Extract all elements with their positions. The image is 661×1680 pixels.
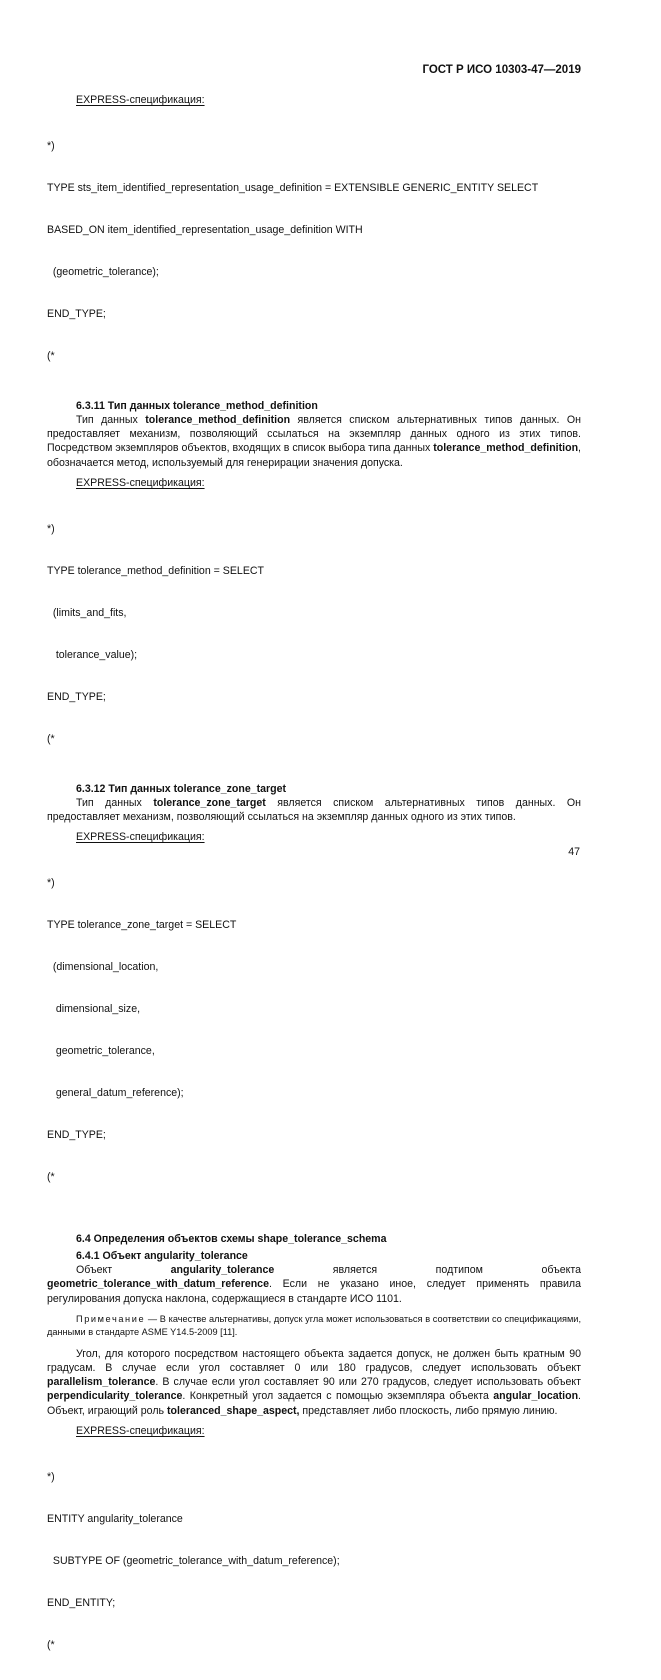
code-line: (* (47, 732, 55, 745)
text-run: . Конкретный угол задается с помощью экземпляра объекта (182, 1390, 494, 1403)
express-spec-label: EXPRESS-спецификация: (76, 1424, 205, 1437)
bold-term: tolerance_zone_target (153, 796, 266, 809)
bold-term: tolerance_method_definition (145, 414, 291, 426)
section-heading-6-3-11: 6.3.11 Тип данных tolerance_method_definition (76, 400, 318, 412)
express-code-block (47, 848, 581, 1212)
code-line: geometric_tolerance, (47, 1045, 155, 1058)
code-line: *) (47, 522, 55, 535)
note-label: Примечание (76, 1313, 146, 1324)
code-line: TYPE tolerance_method_definition = SELECT (47, 564, 265, 577)
code-line: (geometric_tolerance); (47, 266, 159, 278)
code-line: tolerance_value); (47, 648, 138, 661)
code-line: BASED_ON item_identified_representation_usage_definition WITH (47, 224, 363, 236)
bold-term: toleranced_shape_aspect, (167, 1404, 300, 1417)
page-number: 47 (568, 846, 580, 858)
code-line: (* (47, 1171, 55, 1184)
bold-term: geometric_tolerance_with_datum_reference (47, 1278, 269, 1291)
text-run: является списком альтернативных типов данных. Он предоставляет механизм, позволяющий ссылаться на экземпляр данных одного из этих типов. Посредством экземпляров объектов, входящих в список выбора типа данных (47, 414, 581, 455)
express-spec-label: EXPRESS-спецификация: (76, 94, 205, 106)
text-run: . Объект, играющий роль (47, 1390, 581, 1417)
bold-term: angular_location (493, 1390, 579, 1403)
note-text: — В качестве альтернативы, допуск угла может использоваться в соответствии со спецификациями, данными в стандарте ASME Y14.5-2009 [11]. (47, 1313, 581, 1337)
paragraph (47, 796, 581, 824)
code-line: (dimensional_location, (47, 961, 159, 974)
text-run: Объект (76, 1264, 171, 1277)
page-content (47, 93, 581, 1680)
document-id-header: ГОСТ Р ИСО 10303-47—2019 (422, 64, 581, 76)
code-line: SUBTYPE OF (geometric_tolerance_with_datum_reference); (47, 1554, 340, 1567)
code-line: END_TYPE; (47, 690, 106, 703)
code-line: *) (47, 1470, 55, 1483)
code-line: TYPE sts_item_identified_representation_usage_definition = EXTENSIBLE GENERIC_ENTITY SELECT (47, 182, 539, 194)
code-line: TYPE tolerance_zone_target = SELECT (47, 919, 237, 932)
section-heading-6-4-1: 6.4.1 Объект angularity_tolerance (76, 1250, 248, 1263)
text-run: представляет либо плоскость, либо прямую линию. (299, 1404, 558, 1417)
text-run: . В случае если угол составляет 90 или 270 градусов, следует использовать объект (155, 1376, 581, 1389)
code-line: *) (47, 877, 55, 890)
section-heading-6-3-12: 6.3.12 Тип данных tolerance_zone_target (76, 782, 287, 795)
express-spec-label: EXPRESS-спецификация: (76, 831, 205, 844)
bold-term: parallelism_tolerance (47, 1376, 156, 1389)
section-heading-6-4: 6.4 Определения объектов схемы shape_tolerance_schema (76, 1233, 387, 1246)
paragraph (47, 1263, 581, 1306)
code-line: END_ENTITY; (47, 1596, 116, 1609)
code-line: dimensional_size, (47, 1003, 141, 1016)
bold-term: perpendicularity_tolerance (47, 1390, 183, 1403)
express-code-block (47, 494, 581, 774)
bold-term: tolerance_method_definition (433, 442, 579, 455)
express-code-block (47, 1442, 581, 1680)
text-run: Тип данных (76, 796, 154, 809)
code-line: (* (47, 350, 55, 362)
express-code-block (47, 111, 581, 391)
code-line: *) (47, 140, 55, 152)
note-paragraph (47, 1313, 581, 1339)
code-line: ENTITY angularity_tolerance (47, 1512, 183, 1525)
text-run: является подтипом объекта (274, 1264, 581, 1277)
text-run: , обозначается метод, используемый для генерирации значения допуска. (47, 442, 581, 469)
bold-term: angularity_tolerance (170, 1264, 275, 1277)
text-run: Тип данных (76, 414, 146, 426)
code-line: general_datum_reference); (47, 1087, 184, 1100)
code-line: END_TYPE; (47, 308, 106, 320)
paragraph (47, 1347, 581, 1418)
code-line: END_TYPE; (47, 1129, 106, 1142)
code-line: (* (47, 1638, 55, 1651)
text-run: . Если не указано иное, следует применять правила регулирования допуска наклона, содержащиеся в стандарте ИСО 1101. (47, 1278, 581, 1305)
code-line: (limits_and_fits, (47, 606, 127, 619)
text-run: является списком альтернативных типов данных. Он предоставляет механизм, позволяющий ссылаться на экземпляр данных одного из этих типов. (47, 796, 581, 824)
paragraph (47, 413, 581, 470)
text-run: Угол, для которого посредством настоящего объекта задается допуск, не должен быть кратным 90 градусам. В случае если угол составляет 0 или 180 градусов, следует использовать объект (47, 1347, 581, 1375)
express-spec-label: EXPRESS-спецификация: (76, 476, 205, 489)
